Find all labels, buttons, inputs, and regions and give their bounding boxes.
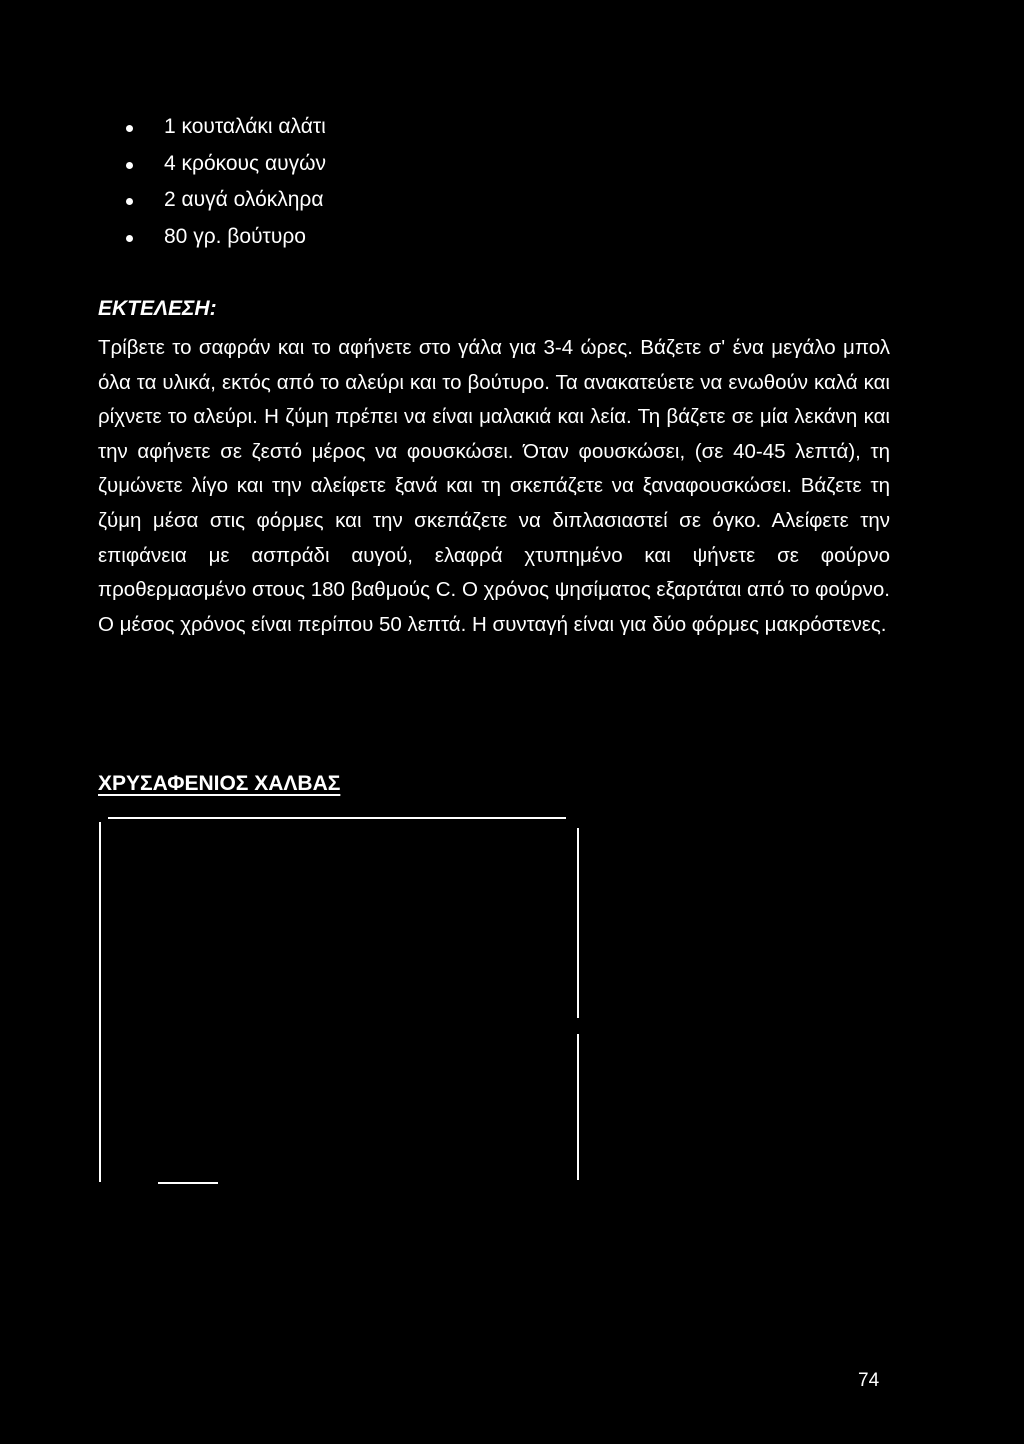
page-number: 74 [858, 1370, 880, 1391]
ingredient-item: 80 γρ. βούτυρο [126, 219, 326, 256]
ingredient-item: 2 αυγά ολόκληρα [126, 182, 326, 219]
ingredient-item: 1 κουταλάκι αλάτι [126, 109, 326, 146]
execution-heading: ΕΚΤΕΛΕΣΗ: [98, 297, 217, 320]
execution-instructions: Τρίβετε το σαφράν και το αφήνετε στο γάλα για 3-4 ώρες. Βάζετε σ' ένα μεγάλο μπολ όλα τα υλικά, εκτός από το αλεύρι και το βούτυρο. Τα ανακατεύετε να ενωθούν καλά και ρίχνετε το αλεύρι. Η ζύμη πρέπει να είναι μαλακιά και λεία. Τη βάζετε σε μία λεκάνη και την αφήνετε σε ζεστό μέρος να φουσκώσει. Όταν φουσκώσει, (σε 40-45 λεπτά), τη ζυμώνετε λίγο και την αλείφετε ξανά και τη σκεπάζετε να ξαναφουσκώσει. Βάζετε τη ζύμη μέσα στις φόρμες και την σκεπάζετε να διπλασιαστεί σε όγκο. Αλείφετε την επιφάνεια με ασπράδι αυγού, ελαφρά χτυπημένο και ψήνετε σε φούρνο προθερμασμένο στους 180 βαθμούς C. Ο χρόνος ψησίματος εξαρτάται από το φούρνο. Ο μέσος χρόνος είναι περίπου 50 λεπτά. Η συνταγή είναι για δύο φόρμες μακρόστενες. [98, 336, 890, 636]
ingredient-list [126, 109, 326, 255]
ingredient-item: 4 κρόκους αυγών [126, 146, 326, 183]
recipe-title: ΧΡΥΣΑΦΕΝΙΟΣ ΧΑΛΒΑΣ [98, 772, 341, 795]
